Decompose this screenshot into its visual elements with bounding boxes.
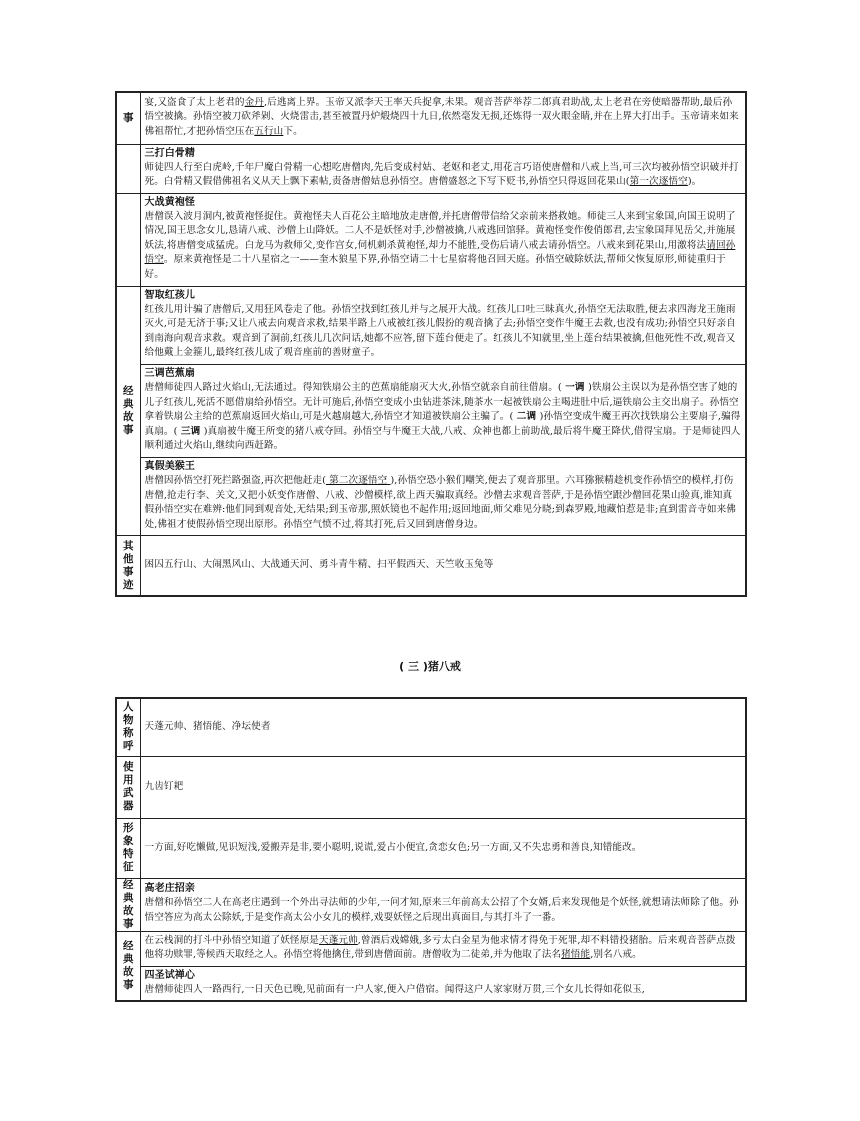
section-heading: ( 三 )猪八戒 (399, 660, 461, 673)
row-label: 事 (116, 92, 140, 144)
table-row (116, 698, 746, 756)
story-text: 宴,又盗食了太上老君的金丹,后逃离上界。玉帝又派李天王率天兵捉拿,未果。观音菩萨举荐二郎真君助战,太上老君在旁使暗器帮助,最后孙悟空被擒。孙悟空被刀砍斧剁、火烧雷击,甚至被置丹炉煅烧四十九日,依然毫发无损,还炼得一双火眼金睛,并在上界大打出手。玉帝请来如来佛祖帮忙,才把孙悟空压在五行山下。 (140, 92, 746, 144)
story-cell: 三调芭蕉扇 唐僧师徒四人路过火焰山,无法通过。得知铁扇公主的芭蕉扇能扇灭大火,孙悟空就亲自前往借扇。( 一调 )铁扇公主误以为是孙悟空害了她的儿子红孩儿,死活不愿借扇给孙悟空。无计可施后,孙悟空变成小虫钻进茶沫,随茶水一起被铁扇公主喝进肚中后,逼铁扇公主交出扇子。孙悟空拿着铁扇公主给的芭蕉扇返回火焰山,可是火越扇越大,孙悟空才知道被铁扇公主骗了。( 二调 )孙悟空变成牛魔王再次找铁扇公主要扇子,骗得真扇。( 三调 )真扇被牛魔王所变的猪八戒夺回。孙悟空与牛魔王大战,八戒、众神也都上前助战,最后将牛魔王降伏,借得宝扇。于是师徒四人顺利通过火焰山,继续向西赶路。 (140, 365, 746, 458)
table-row (116, 931, 746, 966)
table-row (116, 536, 746, 596)
row-label: 形 象 特 征 (116, 818, 140, 878)
table-row (116, 756, 746, 818)
image-traits-text: 一方面,好吃懒做,见识短浅,爱搬弄是非,要小聪明,说谎,爱占小便宜,贪恋女色;另一方面,又不失忠勇和善良,知错能改。 (140, 818, 746, 878)
story-cell: 大战黄袍怪 唐僧误入波月洞内,被黄袍怪捉住。黄袍怪夫人百花公主暗地放走唐僧,并托唐僧带信给父亲前来搭救她。师徒三人来到宝象国,向国王说明了情况,国王思念女儿,恳请八戒、沙僧上山降妖。二人不是妖怪对手,沙僧被擒,八戒逃回馆驿。黄袍怪变作俊俏郎君,去宝象国拜见岳父,并施展妖法,将唐僧变成猛虎。白龙马为救师父,变作宫女,伺机刺杀黄袍怪,却力不能胜,受伤后请八戒去请孙悟空。八戒来到花果山,用激将法请回孙悟空。原来黄袍怪是二十八星宿之一——奎木狼星下界,孙悟空请二十七星宿将他召回天庭。孙悟空破除妖法,帮师父恢复原形,师徒重归于好。 (140, 193, 746, 286)
classic-stories-label: 经 典 故 事 (116, 931, 140, 1001)
story-cell: 智取红孩儿 红孩儿用计骗了唐僧后,又用狂风卷走了他。孙悟空找到红孩儿并与之展开大战。红孩儿口吐三昧真火,孙悟空无法取胜,便去求四海龙王施雨灭火,可是无济于事;又让八戒去向观音求救,结果半路上八戒被红孩儿假扮的观音擒了去;孙悟空变作牛魔王去救,也没有成功;孙悟空只好亲自到南海向观音求救。观音到了洞前,红孩儿几次问话,她都不应答,留下莲台便走了。红孩儿不知就里,坐上莲台结果被擒,但他死性不改,观音又给他戴上金箍儿,最终红孩儿成了观音座前的善财童子。 (140, 286, 746, 364)
classic-stories-label: 经 典 故 事 (116, 286, 140, 536)
story-title: 智取红孩儿 (144, 289, 195, 301)
table-row (116, 92, 746, 144)
story-title: 真假美猴王 (144, 461, 195, 472)
zhu-bajie-table (115, 697, 747, 1002)
table-row (116, 878, 746, 931)
story-title: 大战黄袍怪 (144, 196, 195, 208)
story-title: 三打白骨精 (144, 147, 195, 159)
story-cell: 在云栈洞的打斗中孙悟空知道了妖怪原是天蓬元帅,曾酒后戏嫦娥,多亏太白金星为他求情才得免于死罪,却不料错投猪胎。后来观音菩萨点拨他将功赎罪,等候西天取经之人。孙悟空将他擒住,带到唐僧面前。唐僧收为二徒弟,并为他取了法名猪悟能,别名八戒。 (140, 931, 746, 966)
story-cell: 四圣试禅心 唐僧师徒四人一路西行,一日天色已晚,见前面有一户人家,便入户借宿。闻得这户人家家财万贯,三个女儿长得如花似玉, (140, 966, 746, 1001)
names-text: 天蓬元帅、猪悟能、净坛使者 (140, 698, 746, 756)
table-row (116, 193, 746, 286)
row-label: 人 物 称 呼 (116, 698, 140, 756)
sun-wukong-table (115, 91, 747, 597)
story-cell: 三打白骨精 师徒四人行至白虎岭,千年尸魔白骨精一心想吃唐僧肉,先后变成村姑、老妪和老丈,用花言巧语使唐僧和八戒上当,可三次均被孙悟空识破并打死。白骨精又假借佛祖名义从天上飘下素帖,责备唐僧姑息孙悟空。唐僧盛怒之下写下贬书,孙悟空只得返回花果山(第一次逐悟空)。 (140, 144, 746, 193)
table-row (116, 458, 746, 536)
table-row (116, 966, 746, 1001)
story-title: 四圣试禅心 (144, 969, 195, 981)
table-row (116, 144, 746, 193)
other-deeds-label: 其 他 事 迹 (116, 536, 140, 596)
story-cell: 真假美猴王 唐僧因孙悟空打死拦路强盗,再次把他赶走( 第二次逐悟空 ),孙悟空恐小猴们嘲笑,便去了观音那里。六耳猕猴精趁机变作孙悟空的模样,打伤唐僧,抢走行李、关文,又把小妖变作唐僧、八戒、沙僧模样,欲上西天骗取真经。沙僧去求观音菩萨,于是孙悟空跟沙僧回花果山验真,谁知真假孙悟空实在难辨:他们同到观音处,无结果;到玉帝那,照妖镜也不起作用;返回地面,师父难见分晓;到森罗殿,地藏怕惹是非;直到雷音寺如来佛处,佛祖才使假孙悟空现出原形。孙悟空气愤不过,将其打死,后又回到唐僧身边。 (140, 458, 746, 536)
other-deeds-text: 困囚五行山、大闹黑风山、大战通天河、勇斗青牛精、扫平假西天、天竺收玉兔等 (140, 536, 746, 596)
story-title: 高老庄招亲 (144, 883, 195, 895)
table-row (116, 818, 746, 878)
classic-stories-label: 经 典 故 事 (116, 878, 140, 931)
weapon-text: 九齿钉耙 (140, 756, 746, 818)
story-cell: 高老庄招亲 唐僧和孙悟空二人在高老庄遇到一个外出寻法师的少年,一问才知,原来三年前高太公招了个女婿,后来发现他是个妖怪,就想请法师除了他。孙悟空答应为高太公除妖,于是变作高太公小女儿的模样,戏耍妖怪之后现出真面目,与其打斗了一番。 (140, 878, 746, 931)
story-title: 三调芭蕉扇 (144, 368, 195, 380)
row-label: 使 用 武 器 (116, 756, 140, 818)
table-row (116, 365, 746, 458)
table-row (116, 286, 746, 364)
